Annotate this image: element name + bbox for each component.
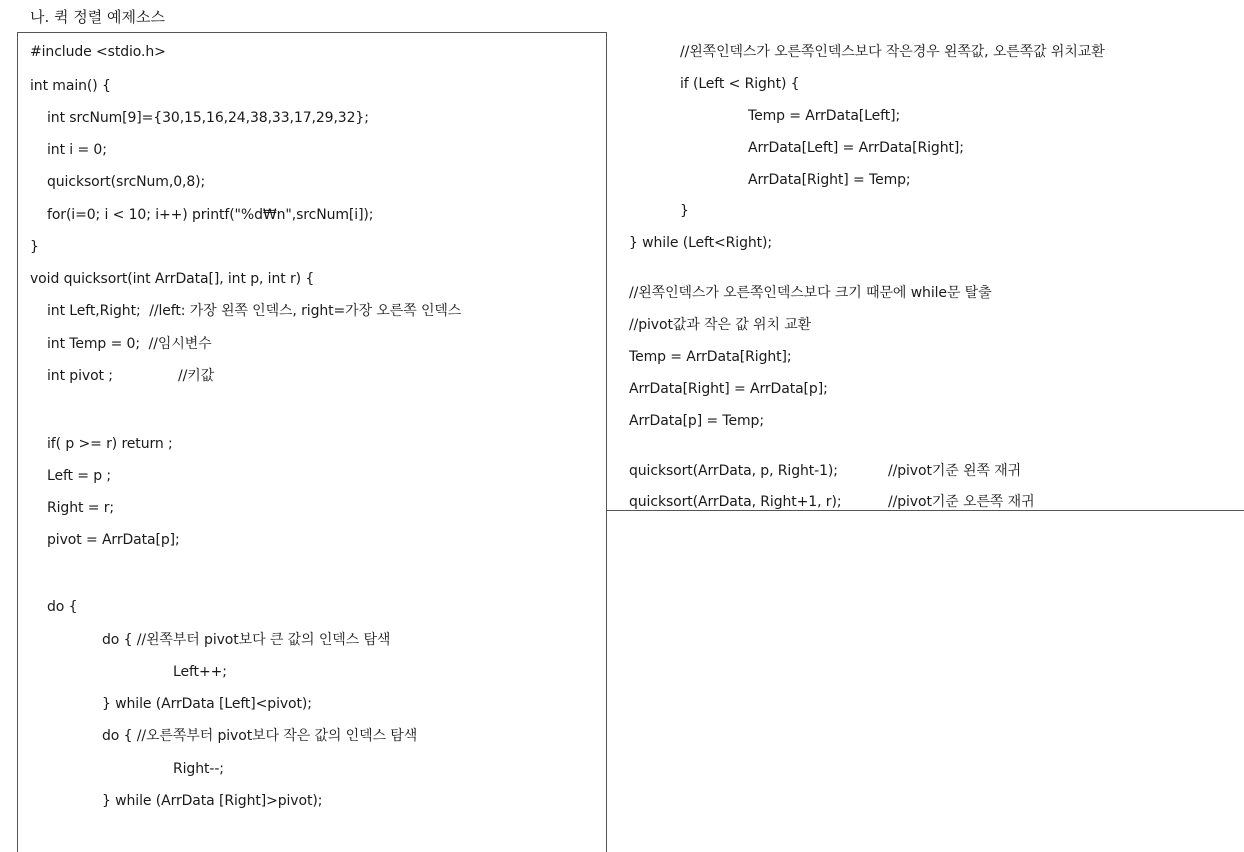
code-line: do { (47, 599, 78, 615)
code-line: int pivot ; (47, 368, 113, 384)
code-line: Left = p ; (47, 468, 112, 484)
code-line: } (30, 239, 39, 255)
code-line: int Left,Right; //left: 가장 왼쪽 인덱스, right=가장 오른쪽 인덱스 (47, 303, 462, 319)
code-comment: //pivot기준 왼쪽 재귀 (888, 463, 1022, 479)
code-line: } while (ArrData [Left]<pivot); (102, 696, 312, 712)
code-line: quicksort(ArrData, p, Right-1); (629, 463, 838, 479)
code-line: ArrData[Right] = ArrData[p]; (629, 381, 828, 397)
code-line: if( p >= r) return ; (47, 436, 173, 452)
code-line: } while (ArrData [Right]>pivot); (102, 793, 323, 809)
code-comment: //pivot기준 오른쪽 재귀 (888, 494, 1035, 510)
code-line: int Temp = 0; //임시변수 (47, 336, 212, 352)
code-line: quicksort(ArrData, Right+1, r); (629, 494, 842, 510)
code-line: } (680, 203, 689, 219)
code-line: pivot = ArrData[p]; (47, 532, 180, 548)
code-comment: //왼쪽인덱스가 오른쪽인덱스보다 작은경우 왼쪽값, 오른쪽값 위치교환 (680, 44, 1105, 60)
code-line: int i = 0; (47, 142, 107, 158)
code-line: ArrData[p] = Temp; (629, 413, 764, 429)
code-line: quicksort(srcNum,0,8); (47, 174, 206, 190)
code-line: if (Left < Right) { (680, 76, 800, 92)
code-line: Temp = ArrData[Left]; (748, 108, 901, 124)
code-line: } while (Left<Right); (629, 235, 772, 251)
code-line: #include <stdio.h> (30, 44, 166, 60)
code-line: Temp = ArrData[Right]; (629, 349, 792, 365)
section-heading: 나. 퀵 정렬 예제소스 (30, 8, 165, 26)
code-line: ArrData[Left] = ArrData[Right]; (748, 140, 964, 156)
code-line: ArrData[Right] = Temp; (748, 172, 911, 188)
code-line: int main() { (30, 78, 111, 94)
code-line: Right = r; (47, 500, 114, 516)
code-comment: //왼쪽인덱스가 오른쪽인덱스보다 크기 때문에 while문 탈출 (629, 285, 992, 301)
code-line: do { //오른쪽부터 pivot보다 작은 값의 인덱스 탐색 (102, 728, 418, 744)
code-comment: //키값 (178, 368, 215, 384)
code-line: Right--; (173, 761, 224, 777)
code-line: void quicksort(int ArrData[], int p, int r) { (30, 271, 315, 287)
code-box-right (606, 32, 1244, 511)
code-line: for(i=0; i < 10; i++) printf("%d₩n",srcNum[i]); (47, 207, 374, 223)
code-line: int srcNum[9]={30,15,16,24,38,33,17,29,32}; (47, 110, 369, 126)
code-line: do { //왼쪽부터 pivot보다 큰 값의 인덱스 탐색 (102, 632, 391, 648)
code-line: Left++; (173, 664, 227, 680)
code-comment: //pivot값과 작은 값 위치 교환 (629, 317, 812, 333)
